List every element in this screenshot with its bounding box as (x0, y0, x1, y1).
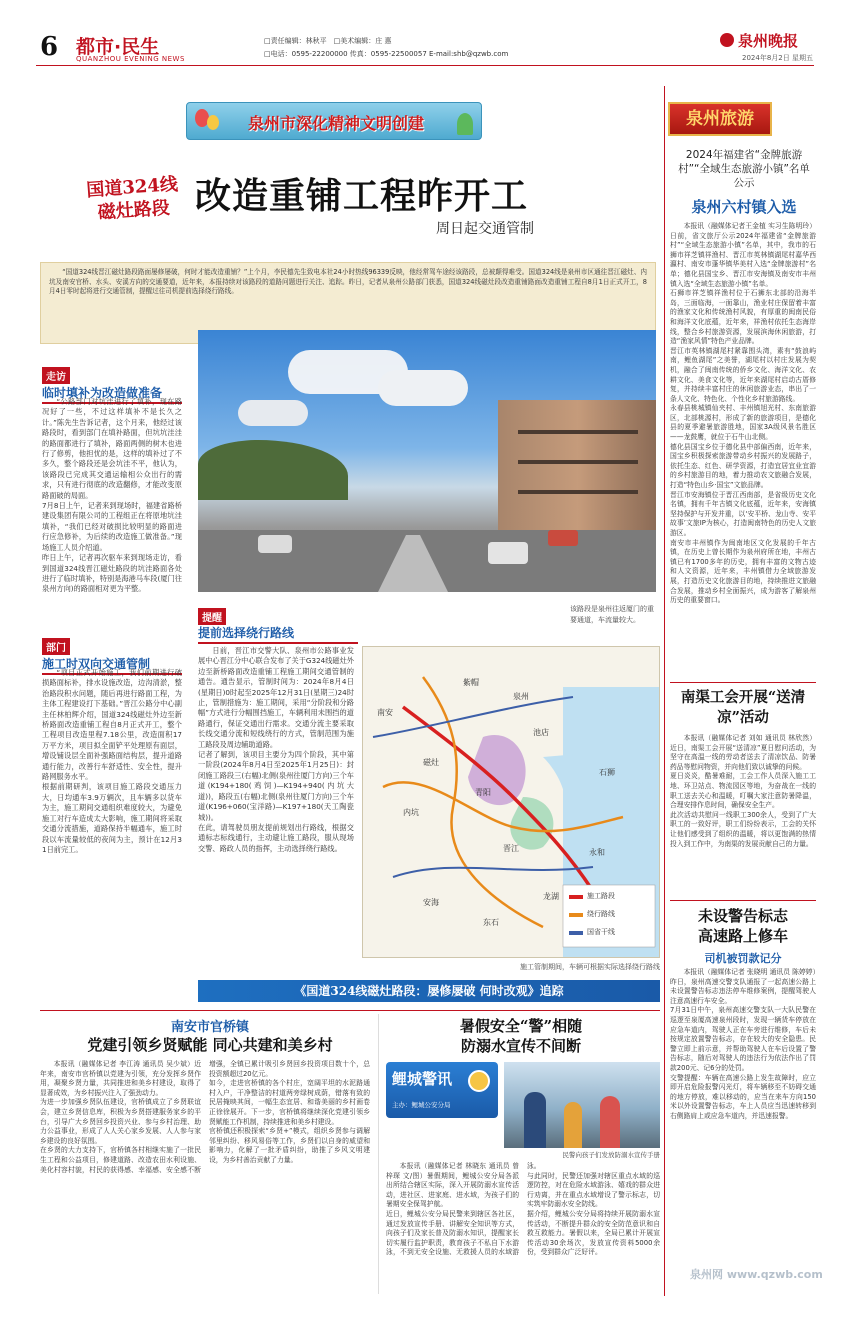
section-visit-title: 临时填补为改造做准备 (42, 384, 182, 404)
lead-kicker (78, 173, 188, 232)
police-badge-icon (468, 1070, 490, 1092)
legend-label: 施工路段 (587, 892, 615, 900)
lead-intro-text: “国道324线晋江磁灶路段路面屡修屡破，何时才能改造重铺？”上个月，李民德先生致电本社24小时热线96339反映，他经常驾车途经该路段，总被颠得难受。国道324线是泉州市区通往晋江磁灶、内坑及南安官桥、水头、安溪方向的交通要道，近年来，本报持续对该路段的道路问题进行关注、追踪。昨日，记者从泉州公路部门获悉，国道324线磁灶段改造重铺路面改造重铺工程自8月1日正式开工，8月4日零时起将进行交通管制，提醒过往司机提前选择绕行路线。 (49, 268, 647, 296)
map-label: 青阳 (475, 788, 491, 797)
map-district-patch (510, 797, 553, 850)
lead-headline: 改造重铺工程昨开工 (195, 175, 529, 217)
bottom-column-divider (378, 1014, 379, 1294)
section-department (42, 636, 182, 986)
right-divider-2 (670, 900, 816, 901)
section-visit-tag: 走访 (42, 367, 70, 384)
guanqiao-text: 本报讯（融媒体记者 李江涛 通讯员 吴少斌）近年来，南安市官桥镇以党建为引领，充分发挥乡贤作用，凝聚乡贤力量，共同推进和美乡村建设，取得了显著成效，为乡村振兴注入了强劲动力。 为进一步加强乡贤队伍建设，官桥镇成立了乡贤联谊会，建立乡贤信息库，积极为乡贤搭建服务家乡的平台，引导广大乡贤回乡投资兴业、参与乡村治理、助力公益事业，形成了人人关心家乡发展、人人参与家乡建设的良好氛围。 在乡贤的大力支持下，官桥镇各村相继实施了一批民生工程和公益项目，修建道路、改造农田水利设施、美化村容村貌，村民的获得感、幸福感、安全感不断增强，全镇已累计吸引乡贤回乡投资项目数十个，总投资额超过20亿元。 如今，走进官桥镇的各个村庄，宽阔平坦的水泥路通村入户，干净整洁的村道两旁绿树成荫，错落有致的民居掩映其间，一幅生态宜居、和谐美丽的乡村画卷正徐徐展开。下一步，官桥镇将继续深化党建引领乡贤赋能工作机制，持续推进和美乡村建设。 官桥镇还积极探索“乡贤+”模式，组织乡贤参与调解邻里纠纷、移风易俗等工作，乡贤们以自身的威望和影响力，化解了一批矛盾纠纷，助推了乡风文明建设，为乡村善治贡献了力量。 (40, 1060, 370, 1174)
map-label: 晋江 (503, 844, 519, 853)
legend-swatch-construction (569, 895, 583, 899)
police-photo (504, 1062, 660, 1148)
map-label: 南安 (377, 708, 393, 717)
bottom-divider (40, 1010, 660, 1011)
issue-date: 2024年8月2日 星期五 (742, 54, 813, 62)
police-text: 本报讯（融媒体记者 林晓东 通讯员 曾梓琛 文/图）暑假期间，鲤城公安分局各派出所结合辖区实际，深入开展防溺水宣传活动，进社区、进家庭、进水域，为孩子们的暑期安全保驾护航。 近日，鲤城公安分局民警来到辖区各社区，通过发放宣传手册、讲解安全知识等方式，向孩子们及家长普及防溺水知识，提醒家长切实履行监护职责，教育孩子不私自下水游泳，不到无安全设施、无救援人员的水域游泳。 与此同时，民警还加强对辖区重点水域的巡逻防控，对在危险水域游泳、嬉戏的群众进行劝离，并在重点水域增设了警示标志，切实筑牢防溺水安全防线。 据介绍，鲤城公安分局将持续开展防溺水宣传活动，不断提升群众的安全防范意识和自救互救能力。暑假以来，全局已累计开展宣传活动30余场次，发放宣传资料5000余份，受到群众广泛好评。 (386, 1162, 660, 1257)
section-reminder-tag: 提醒 (198, 608, 226, 625)
plant-icon (457, 113, 473, 135)
road-photo (198, 330, 656, 592)
map-label: 安海 (423, 898, 439, 907)
police-photo-caption: 民警向孩子们发放防溺水宣传手册 (562, 1151, 660, 1159)
guanqiao-head-main: 党建引领乡贤赋能 同心共建和美乡村 (87, 1036, 333, 1054)
map-label: 东石 (483, 918, 499, 927)
police-logo-text: 鲤城警讯 (392, 1070, 453, 1088)
masthead (36, 30, 814, 66)
section-visit-header (42, 365, 182, 400)
building-window-row (518, 430, 638, 434)
section-department-title: 施工时双向交通管制 (42, 655, 182, 675)
contact-line: □电话：0595-22200000 传真：0595-22500057 E-mail:shb@qzwb.com (264, 50, 509, 58)
map-label: 内坑 (403, 808, 419, 817)
map-label: 池店 (533, 728, 549, 737)
page-number: 6 (40, 32, 59, 62)
map-caption: 施工管制期间，车辆可根据实际选择绕行路线 (520, 963, 660, 971)
section-subtitle: QUANZHOU EVENING NEWS (76, 55, 185, 63)
editor-line: □责任编辑：林秋平 □美术编辑：庄 惠 (264, 37, 392, 45)
building-window-row (518, 490, 638, 494)
legend-label: 国省干线 (587, 928, 615, 936)
cloud-shape (378, 370, 468, 406)
map-svg (363, 647, 660, 958)
guanqiao-head-small: 南安市官桥镇 (170, 1020, 249, 1035)
union-text: 本报讯（融媒体记者 刘如 通讯员 林欣然）近日，南渠工会开展“送清凉”夏日慰问活动，为坚守在高温一线的劳动者送去了清凉饮品、防暑药品等慰问物资，并向他们致以诚挚的问候。 夏日炎炎，酷暑难耐，工会工作人员深入施工工地、环卫站点、物流园区等地，为奋战在一线的职工送去关心和温暖，叮嘱大家注意防暑降温，合理安排作息时间，确保安全生产。 此次活动共慰问一线职工300余人，受到了广大职工的一致好评，职工们纷纷表示，工会的关怀让他们感受到了组织的温暖，将以更饱满的热情投入到工作中，为南渠的发展贡献自己的力量。 (670, 734, 816, 848)
car-shape (548, 530, 578, 546)
section-department-tag: 部门 (42, 638, 70, 655)
traffic-text: 本报讯（融媒体记者 张晓明 通讯员 陈婷婷）昨日，泉州高速交警支队通报了一起高速公路上未设置警告标志违法停车维修案例，提醒驾驶人注意高速行车安全。 7月31日中午，泉州高速交警支队一大队民警在巡逻至泉厦高速泉州段时，发现一辆货车停放在应急车道内，驾驶人正在车旁进行维修，车后未按规定放置警告标志，存在较大的安全隐患。民警立即上前示意，并帮助驾驶人在车后设置了警告标志，随后对驾驶人的违法行为依法作出了罚款200元、记6分的处罚。 交警提醒：车辆在高速公路上发生故障时，应立即开启危险报警闪光灯，将车辆移至不妨碍交通的地方停放，难以移动的，应当在来车方向150米以外设置警告标志，车上人员应当迅速转移到右侧路肩上或应急车道内，并迅速报警。 (670, 968, 816, 1120)
tourism-logo (668, 102, 772, 136)
person-shape (524, 1092, 546, 1148)
police-logo (386, 1062, 498, 1118)
section-reminder-title: 提前选择绕行路线 (198, 624, 358, 644)
right-divider-1 (670, 682, 816, 683)
lead-subhead: 周日起交通管制 (436, 221, 534, 237)
section-visit (42, 365, 182, 628)
map-label: 磁灶 (423, 758, 439, 767)
paper-name: 泉州晚报 (738, 32, 799, 50)
map-label: 永和 (589, 848, 605, 857)
photo-caption: 该路段是泉州往返厦门的重要通道，车流量较大。 (570, 605, 654, 624)
kicker-text: 国道324线 磁灶路段 (85, 173, 179, 224)
tourism-head-main: 泉州六村镇入选 (691, 198, 797, 216)
person-shape (564, 1102, 582, 1148)
campaign-banner (186, 102, 482, 140)
column-divider (664, 86, 665, 1296)
section-reminder-text: 日前，晋江市交警大队、泉州市公路事业发展中心晋江分中心联合发布了关于G324线磁灶外边至新桥路面改造重铺工程施工期间交通管制的通告。通告显示，管制时间为：2024年8月4日(星期日)0时起至2025年12月31日(星期三)24时止，管制措施为：施工期间，采用“分阶段和分路幅”方式进行分幅围挡施工，车辆利用未围挡的道路通行，保证交通出行需求。交通分流主要采取长线交通分流和短线绕行的方式，管制范围为施工路段及周边辅助道路。 记者了解到，该项目主要分为四个阶段，其中第一阶段(2024年8月4日至2025年1月25日)：封闭施工路段三(右幅)北侧(泉州往厦门方向)三个车道(K194+180(鸡饲)—K194+940(内坑大道))，路段五(右幅)北侧(泉州往厦门方向)三个车道(K196+060(宝洋路)—K197+180(天工陶瓷城))。 在此，请驾驶员朋友提前规划出行路线，根据交通标志标线通行，主动避让施工路段，服从现场交警、路政人员的指挥，主动选择绕行路线。 (198, 646, 354, 853)
car-shape (258, 535, 292, 553)
follow-up-text: 《国道324线磁灶路段：屡修屡破 何时改观》追踪 (294, 984, 564, 998)
section-visit-text: “公路部门对坑洼进行了填补，现在路况好了一些，不过这样填补不是长久之计。”陈先生告诉记者，这个月来，他经过该路段时，看到部门在填补路面，但坑坑洼洼的路面都进行了填补，路面两侧的树木也进行了修剪，他担忧的是，这样的填补过了不多久，整个路段还是会坑洼不平，他认为，该路段已完成其交通运输相公众出行的需求，只有进行彻底的改造翻修，才能改变原路面破的局面。 7月8日上午，记者来到现场时，福建省路桥建设集团有限公司的工程组正在将原地坑洼填补，“我们已经对破损比较明显的路面进行应急修补，为后续的改造施工做准备。”现场施工人员介绍道。 昨日上午，记者再次驱车来到现场走访，看到国道324线晋江磁灶路段的坑洼路面各处进行了临时填补，特别是海港马车段(厦门往泉州方向)的路面相对更为平整。 (42, 397, 182, 594)
paper-logo (720, 30, 814, 50)
police-logo-sub: 主办：鲤城公安分局 (392, 1101, 451, 1109)
traffic-head-main: 未设警告标志 高速路上修车 (697, 907, 788, 945)
car-shape (488, 542, 528, 564)
map-label: 龙湖 (543, 892, 559, 901)
tourism-head-small: 2024年福建省“金牌旅游村”“全域生态旅游小镇”名单公示 (678, 149, 810, 189)
section-department-header (42, 636, 182, 671)
legend-swatch-detour (569, 913, 583, 917)
section-title: 都市·民生 (76, 36, 160, 58)
section-department-text: “项目正式开始施工，我们前期进行破损路面标补，排水设施改造，边沟清淤，整治路段积水问题，随后再进行路面工程，为主体工程建设打下基础。”晋江公路分中心副主任林柏辉介绍，国道324线磁灶外边至新桥路面改造重铺工程自8月正式开工，整个工程项目改造里程7.18公里，改造面积17万平方米，项目拟全面铲平处理原有面层，增设铺设层全面补强路面结构层，提升道路通行能力，改善行车舒适性、安全性，提升路网服务水平。 根据前期研判，该项目施工路段交通压力大，日均通车3.9万辆次，且车辆多以货车为主，施工期间交通组织难度较大，为避免施工对行车造成太大影响，施工期间将采取交通分流措施，道路保持半幅通车，施工时段以车流量较低的夜间为主，预计在12月31日前完工。 (42, 668, 182, 854)
cloud-shape (238, 400, 308, 426)
traffic-head-sub: 司机被罚款记分 (704, 952, 782, 965)
section-reminder-title-box (198, 624, 358, 644)
legend-swatch-main (569, 931, 583, 935)
building-window-row (518, 460, 638, 464)
detour-map (362, 646, 660, 958)
map-bay (543, 747, 660, 847)
follow-up-banner (198, 980, 660, 1002)
balloon-icon (207, 115, 219, 130)
banner-text: 泉州市深化精神文明创建 (247, 114, 424, 133)
map-label: 泉州 (513, 692, 529, 701)
police-head: 暑假安全“警”相随 防溺水宣传不间断 (459, 1017, 583, 1055)
logo-mark-icon (720, 33, 734, 47)
section-reminder (198, 606, 364, 624)
tourism-logo-text: 泉州旅游 (686, 109, 754, 129)
site-watermark: 泉州网 www.qzwb.com (690, 1268, 823, 1281)
trees-left (198, 440, 348, 500)
map-label: 石狮 (599, 768, 615, 777)
union-head: 南渠工会开展“送清凉”活动 (680, 689, 806, 726)
legend-label: 绕行路线 (587, 910, 615, 918)
tourism-text: 本报讯（融媒体记者王金植 实习生陈明玲）日前，省文旅厅公示2024年福建省“金牌旅游村”“全域生态旅游小镇”名单，其中，我市的石狮市祥芝镇祥渔村、晋江市英林镇湖尾村嘉华西瀛村、南安市蓬华镇华美村入选“金牌旅游村”名单；德化县国宝乡、晋江市安海镇及南安市丰州镇入选“全域生态旅游小镇”名单。 石狮市祥芝镇祥渔村位于石狮东北部的沿海半岛，三面临海，一面靠山，渔业村庄保留着丰富的渔家文化和传统渔村风貌，有厚重的闽南民俗和海洋文化底蕴，近年来，祥渔村依托生态海岸线，整合乡村旅游资源，发展滨海休闲旅游，打造“渔家风情”特色产业品牌。 晋江市英林镇湖尾村紧靠围头湾，素有“鼓浪屿南，鲤鱼湖尾”之美誉，湖尾村以村庄发展为契机，融合了闽南传统的侨乡文化、海洋文化、农耕文化、美食文化等，近年来湖尾村启动古厝修复，并持续丰富村庄的休闲旅游业态，串出了一条人文化、特色化、个性化乡村旅游路线。 永春县桃城镇仙夹村、丰州镇旭光村、东南旅游区，北部桃源村，形成了新的旅游项目，是德化县的夏季避暑旅游胜地，国家3A级风景名胜区——龙鼓鹰，就位于石牛山北侧。 德化县国宝乡位于德化县中部偏西南，近年来，国宝乡积极探索旅游带动乡村振兴的发展路子，依托生态、红色、研学资源，打造宜居宜业宜游的乡村旅游目的地，着力推动农文旅融合发展，打造“特色山乡·国宝”文旅品牌。 晋江市安海镇位于晋江西南部，是省级历史文化名镇，拥有千年古镇文化底蕴，近年来，安海镇坚持保护与开发并重，以‘安平桥、龙山寺、安平故事’文旅IP为核心，打造闽南特色的历史人文旅游区。 南安市丰州镇作为闽南地区文化发展的千年古镇，在历史上曾长期作为泉州府所在地，丰州古镇已有1700多年的历史，拥有丰富的文物古迹和人文资源，近年来，丰州镇借力全域旅游发展，打造历史文化旅游目的地，持续推进文旅融合发展，推动乡村全面振兴，成为游客了解泉州历史的重要窗口。 (670, 222, 816, 605)
person-shape (600, 1096, 620, 1148)
map-label: 紫帽 (463, 678, 479, 687)
